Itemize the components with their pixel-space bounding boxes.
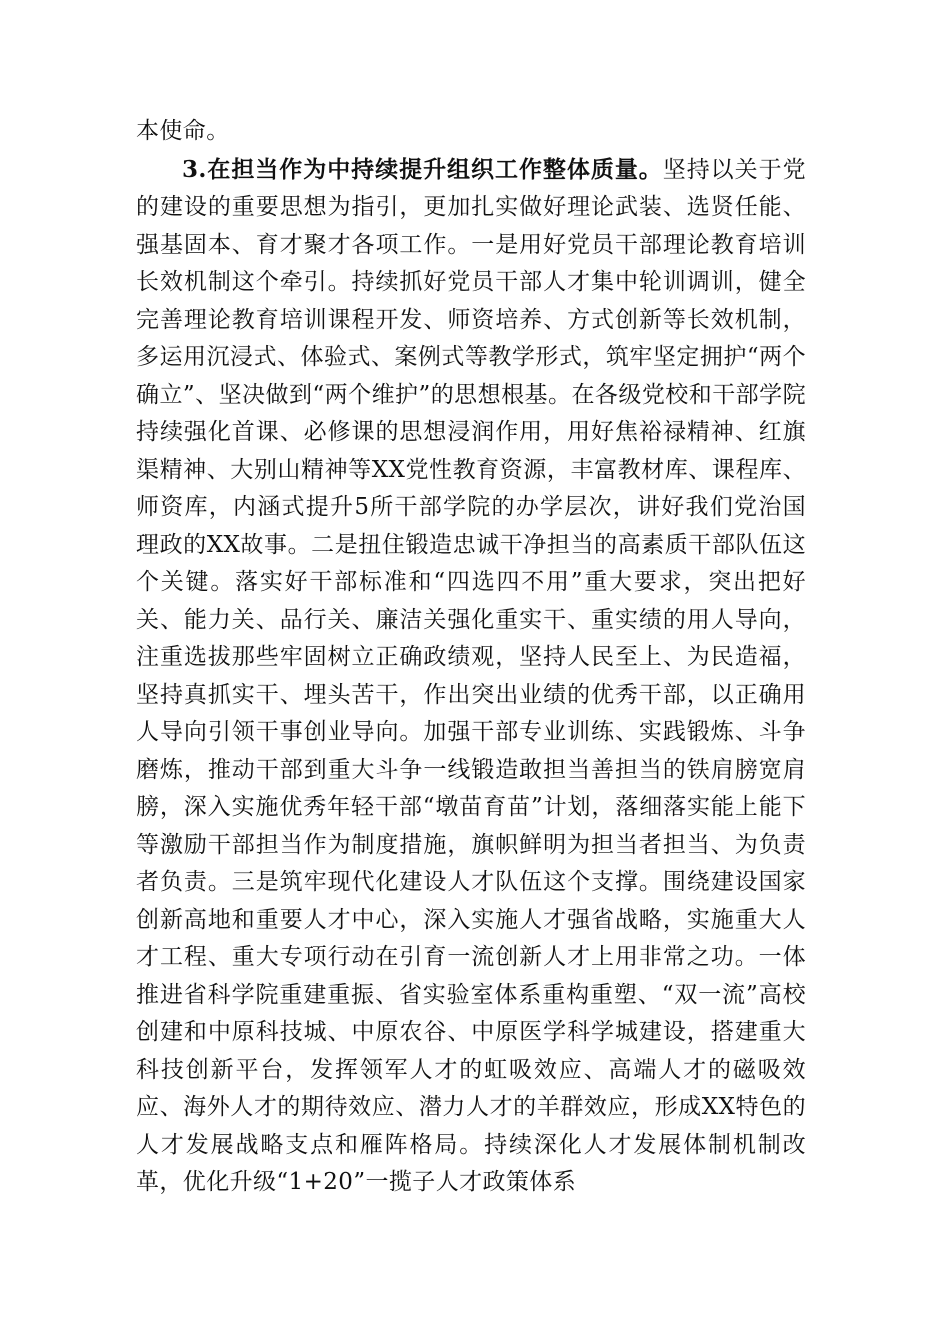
section-body: 坚持以关于党的建设的重要思想为指引，更加扎实做好理论武装、选贤任能、强基固本、育才聚才各项工作。一是用好党员干部理论教育培训长效机制这个牵引。持续抓好党员干部人才集中轮训调训，健全完善理论教育培训课程开发、师资培养、方式创新等长效机制，多运用沉浸式、体验式、案例式等教学形式，筑牢坚定拥护“两个确立”、坚决做到“两个维护”的思想根基。在各级党校和干部学院持续强化首课、必修课的思想浸润作用，用好焦裕禄精神、红旗渠精神、大别山精神等XX党性教育资源，丰富教材库、课程库、师资库，内涵式提升5所干部学院的办学层次，讲好我们党治国理政的XX故事。二是扭住锻造忠诚干净担当的高素质干部队伍这个关键。落实好干部标准和“四选四不用”重大要求，突出把好关、能力关、品行关、廉洁关强化重实干、重实绩的用人导向，注重选拔那些牢固树立正确政绩观，坚持人民至上、为民造福，坚持真抓实干、埋头苦干，作出突出业绩的优秀干部，以正确用人导向引领干事创业导向。加强干部专业训练、实践锻炼、斗争磨炼，推动干部到重大斗争一线锻造敢担当善担当的铁肩膀宽肩膀，深入实施优秀年轻干部“墩苗育苗”计划，落细落实能上能下等激励干部担当作为制度措施，旗帜鲜明为担当者担当、为负责者负责。三是筑牢现代化建设人才队伍这个支撑。围绕建设国家创新高地和重要人才中心，深入实施人才强省战略，实施重大人才工程、重大专项行动在引育一流创新人才上用非常之功。一体推进省科学院重建重振、省实验室体系重构重塑、“双一流”高校创建和中原科技城、中原农谷、中原医学科学城建设，搭建重大科技创新平台，发挥领军人才的虹吸效应、高端人才的磁吸效应、海外人才的期待效应、潜力人才的羊群效应，形成XX特色的人才发展战略支点和雁阵格局。持续深化人才发展体制机制改革，优化升级“1+20”一揽子人才政策体系 [136, 156, 806, 1195]
section-heading: 3.在担当作为中持续提升组织工作整体质量。 [182, 155, 663, 183]
carryover-paragraph: 本使命。 [136, 118, 230, 144]
document-body [136, 113, 806, 1202]
section-paragraph [136, 151, 806, 1202]
